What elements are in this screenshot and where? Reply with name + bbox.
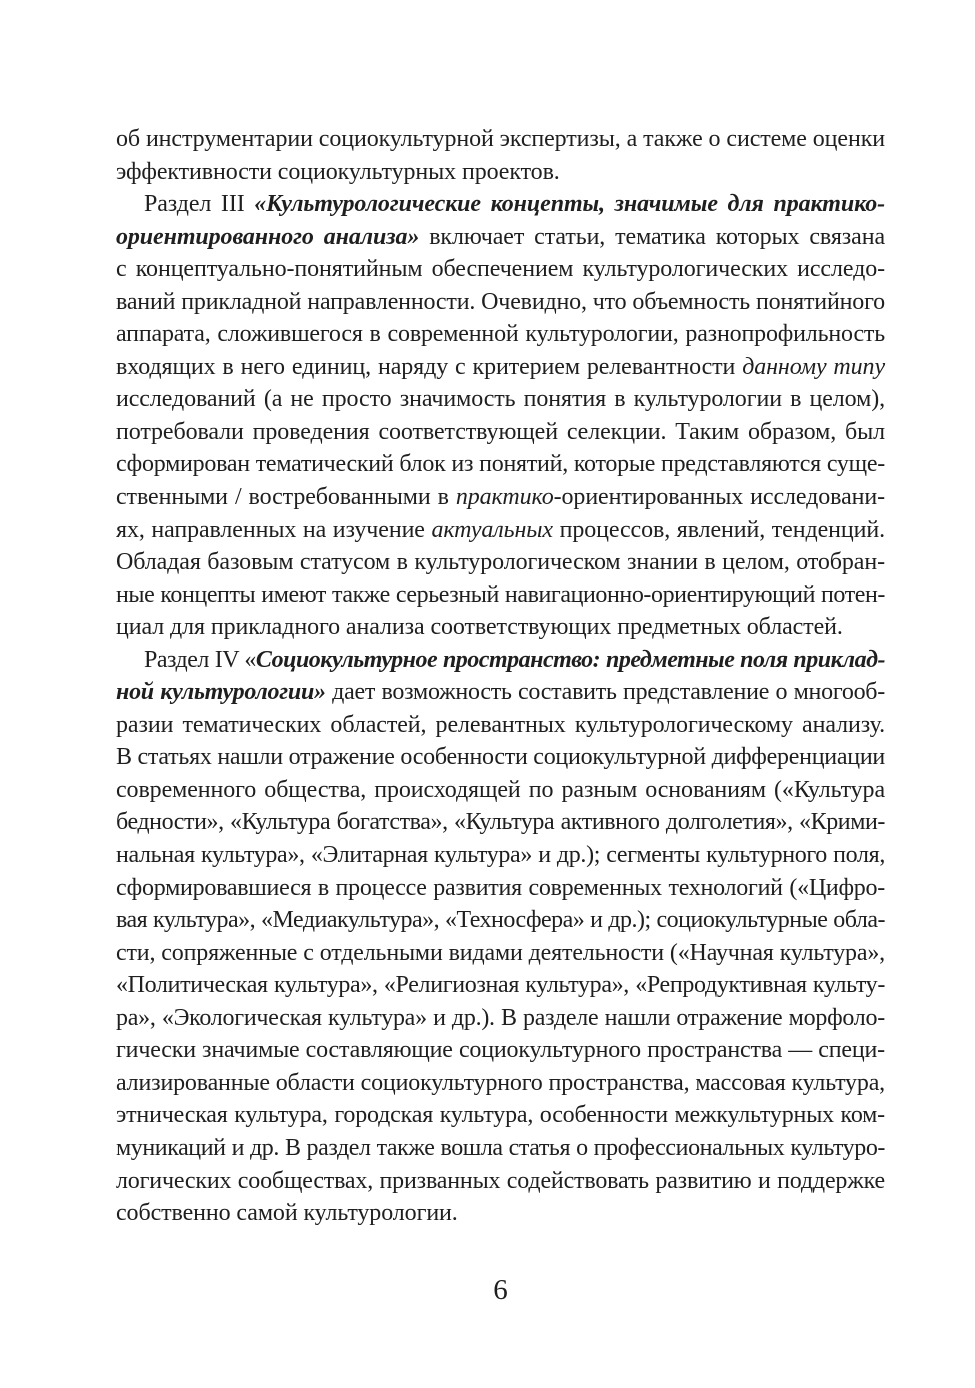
text-segment: с концептуально-понятийным обеспечением культурологических исследо-	[116, 256, 885, 283]
text-line	[116, 481, 885, 514]
text-segment: сформирован тематический блок из понятий, которые представляются суще-	[116, 451, 885, 478]
text-line	[116, 741, 885, 774]
text-line	[116, 221, 885, 254]
text-segment: дает возможность составить представление о многооб-	[325, 679, 885, 706]
text-line	[116, 806, 885, 839]
text-segment: -ориентированных исследовани-	[553, 484, 886, 511]
text-segment: муникаций и др. В раздел также вошла статья о профессиональных культуро-	[116, 1134, 885, 1161]
text-segment: исследований (а не просто значимость понятия в культурологии в целом),	[116, 386, 885, 413]
text-segment: актуальных	[431, 516, 553, 543]
text-segment: ственными / востребованными в	[116, 484, 456, 511]
text-line	[116, 351, 885, 384]
text-segment: гически значимые составляющие социокультурного пространства — специ-	[116, 1037, 885, 1064]
page-number: 6	[493, 1274, 508, 1306]
text-segment: вая культура», «Медиакультура», «Техносфера» и др.); социокультурные обла-	[116, 907, 885, 934]
text-line	[116, 969, 885, 1002]
text-segment: потребовали проведения соответствующей селекции. Таким образом, был	[116, 418, 885, 445]
text-segment: процессов, явлений, тенденций.	[552, 516, 885, 543]
text-line	[116, 1165, 885, 1198]
text-segment: ях, направленных на изучение	[116, 516, 432, 543]
text-line	[116, 514, 885, 547]
text-segment: сти, сопряженные с отдельными видами деятельности («Научная культура»,	[116, 939, 885, 966]
text-line	[116, 156, 885, 189]
text-line	[116, 1197, 885, 1230]
text-segment: ваний прикладной направленности. Очевидно, что объемность понятийного	[116, 288, 885, 315]
text-line	[116, 253, 885, 286]
text-line	[116, 188, 885, 221]
text-segment: аппарата, сложившегося в современной культурологии, разнопрофильность	[116, 321, 885, 348]
text-line	[116, 448, 885, 481]
text-line	[116, 904, 885, 937]
text-segment: бедности», «Культура богатства», «Культура активного долголетия», «Крими-	[116, 809, 885, 836]
text-line	[116, 416, 885, 449]
text-line	[116, 318, 885, 351]
text-segment: «Политическая культура», «Религиозная культура», «Репродуктивная культу-	[116, 972, 885, 999]
text-line	[116, 644, 885, 677]
text-line	[116, 123, 885, 156]
text-line	[116, 1132, 885, 1165]
text-segment: ной культурологии»	[116, 679, 326, 706]
text-segment: «Культурологические концепты, значимые для практико-	[254, 191, 886, 218]
text-segment: сформировавшиеся в процессе развития современных технологий («Цифро-	[116, 874, 885, 901]
text-segment: ализированные области социокультурного пространства, массовая культура,	[116, 1069, 885, 1096]
text-segment: Социокультурное пространство: предметные поля приклад-	[255, 646, 885, 673]
text-segment: циал для прикладного анализа соответствующих предметных областей.	[116, 614, 843, 641]
text-line	[116, 286, 885, 319]
text-line	[116, 872, 885, 905]
text-line	[116, 611, 885, 644]
text-segment: об инструментарии социокультурной экспертизы, а также о системе оценки	[116, 126, 885, 152]
text-segment: Раздел III	[144, 191, 255, 218]
text-line	[116, 1002, 885, 1035]
text-line	[116, 839, 885, 872]
text-line	[116, 546, 885, 579]
text-segment: собственно самой культурологии.	[116, 1200, 458, 1227]
text-segment: эффективности социокультурных проектов.	[116, 158, 560, 185]
text-line	[116, 937, 885, 970]
text-segment: ориентированного анализа»	[116, 223, 420, 250]
text-line	[116, 676, 885, 709]
text-segment: Раздел IV «	[144, 646, 256, 673]
text-line	[116, 579, 885, 612]
text-segment: разии тематических областей, релевантных культурологическому анализу.	[116, 711, 885, 738]
text-line	[116, 774, 885, 807]
text-segment: ные концепты имеют также серьезный навигационно-ориентирующий потен-	[116, 581, 885, 608]
text-line	[116, 1067, 885, 1100]
text-segment: ра», «Экологическая культура» и др.). В разделе нашли отражение морфоло-	[116, 1004, 885, 1031]
text-segment: современного общества, происходящей по разным основаниям («Культура	[116, 776, 885, 803]
text-line	[116, 709, 885, 742]
text-segment: В статьях нашли отражение особенности социокультурной дифференциации	[116, 744, 886, 771]
text-segment: этническая культура, городская культура, особенности межкультурных ком-	[116, 1102, 885, 1129]
text-segment: логических сообществах, призванных содействовать развитию и поддержке	[116, 1167, 885, 1194]
text-segment: данному типу	[742, 353, 885, 380]
text-segment: включает статьи, тематика которых связана	[419, 223, 885, 250]
text-segment: нальная культура», «Элитарная культура» и др.); сегменты культурного поля,	[116, 842, 885, 869]
text-line	[116, 1034, 885, 1067]
text-segment: Обладая базовым статусом в культурологическом знании в целом, отобран-	[116, 549, 885, 576]
text-segment: практико	[455, 484, 554, 511]
text-segment: входящих в него единиц, наряду с критерием релевантности	[116, 353, 743, 380]
text-line	[116, 383, 885, 416]
text-line	[116, 1099, 885, 1132]
body-text	[116, 123, 885, 1230]
